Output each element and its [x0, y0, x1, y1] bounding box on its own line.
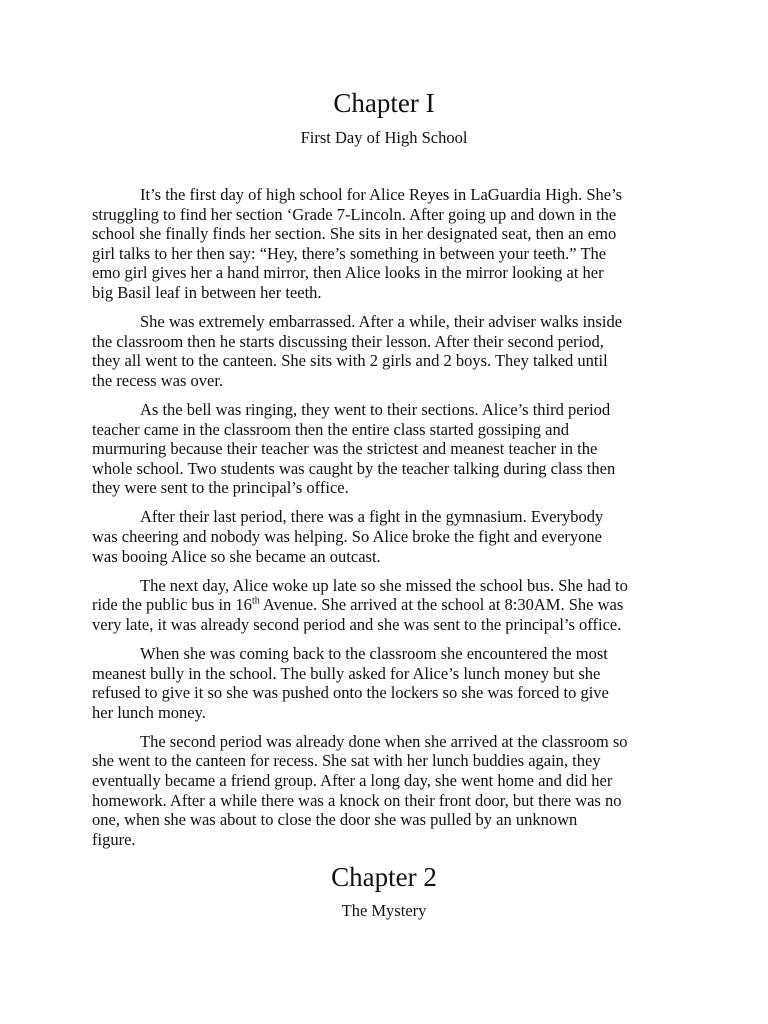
text-line: She was extremely embarrassed. After a while, their adviser walks inside	[140, 312, 623, 332]
text-line: When she was coming back to the classroom she encountered the most	[140, 643, 608, 663]
text-line: they were sent to the principal’s office.	[92, 478, 349, 498]
text-line: the classroom then he starts discussing their lesson. After their second period,	[92, 331, 604, 351]
text-line: murmuring because their teacher was the strictest and meanest teacher in the	[92, 439, 598, 459]
chapter-2-title: Chapter 2	[331, 862, 437, 892]
paragraph-7	[92, 732, 678, 850]
text-fragment: ride the public bus in 16	[92, 595, 252, 615]
chapter-1-body	[92, 185, 678, 859]
paragraph-5	[92, 576, 678, 635]
text-line: was cheering and nobody was helping. So Alice broke the fight and everyone	[92, 527, 602, 546]
text-line: the recess was over.	[92, 370, 224, 390]
text-line-with-superscript	[92, 595, 678, 615]
text-line: they all went to the canteen. She sits with 2 girls and 2 boys. They talked until	[92, 351, 608, 371]
text-line: girl talks to her then say: “Hey, there’s something in between your teeth.” The	[92, 243, 607, 263]
text-line: one, when she was about to close the door she was pulled by an unknown	[92, 810, 578, 830]
chapter-2-subtitle: The Mystery	[341, 901, 427, 920]
text-line: As the bell was ringing, they went to their sections. Alice’s third period	[140, 399, 611, 419]
chapter-1-title: Chapter I	[333, 88, 435, 118]
chapter-1-subtitle: First Day of High School	[300, 128, 468, 147]
text-line: whole school. Two students was caught by the teacher talking during class then	[92, 458, 616, 478]
text-fragment: Avenue. She arrived at the school at 8:30AM. She was	[259, 595, 624, 615]
text-line: very late, it was already second period and she was sent to the principal’s office.	[92, 614, 622, 634]
text-line: struggling to find her section ‘Grade 7-Lincoln. After going up and down in the	[92, 204, 617, 224]
paragraph-2	[92, 312, 678, 390]
text-line: The next day, Alice woke up late so she missed the school bus. She had to	[140, 575, 628, 595]
text-line: her lunch money.	[92, 702, 206, 722]
text-line: teacher came in the classroom then the entire class started gossiping and	[92, 419, 569, 439]
text-line: school she finally finds her section. She sits in her designated seat, then an emo	[92, 224, 617, 244]
paragraph-6	[92, 644, 678, 722]
text-line: figure.	[92, 829, 136, 849]
text-line: big Basil leaf in between her teeth.	[92, 282, 322, 302]
text-line: After their last period, there was a fight in the gymnasium. Everybody	[140, 507, 604, 527]
text-line: was booing Alice so she became an outcast.	[92, 546, 381, 566]
text-line: It’s the first day of high school for Alice Reyes in LaGuardia High. She’s	[140, 185, 623, 204]
text-line: emo girl gives her a hand mirror, then Alice looks in the mirror looking at her	[92, 263, 604, 283]
text-line: refused to give it so she was pushed onto the lockers so she was forced to give	[92, 683, 609, 703]
text-line: eventually became a friend group. After a long day, she went home and did her	[92, 771, 613, 791]
text-line: meanest bully in the school. The bully asked for Alice’s lunch money but she	[92, 663, 601, 683]
ordinal-superscript: th	[251, 595, 260, 607]
paragraph-1	[92, 185, 678, 303]
paragraph-4	[92, 507, 678, 566]
paragraph-3	[92, 400, 678, 498]
text-line: homework. After a while there was a knock on their front door, but there was no	[92, 790, 622, 810]
text-line: The second period was already done when she arrived at the classroom so	[140, 731, 628, 751]
text-line: she went to the canteen for recess. She sat with her lunch buddies again, they	[92, 751, 601, 771]
